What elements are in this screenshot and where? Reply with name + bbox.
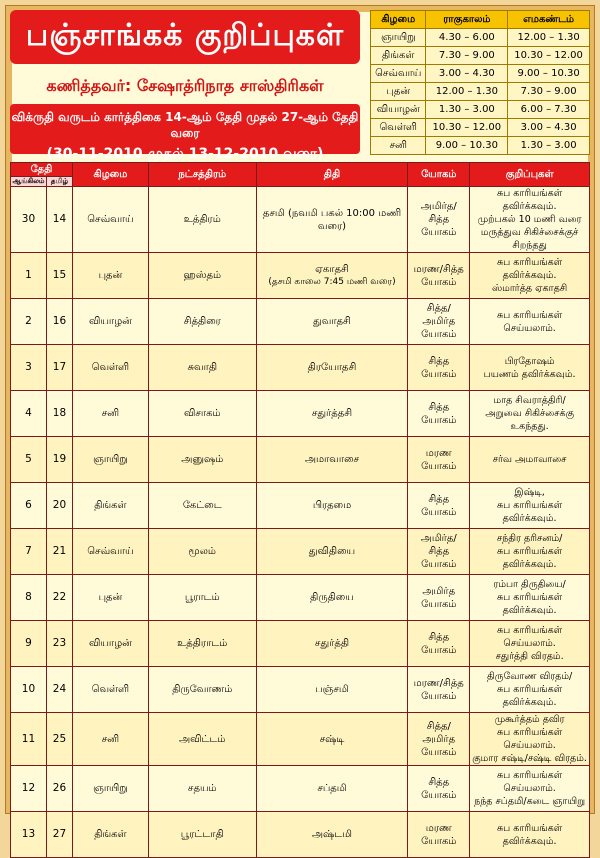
date-ta-cell-line: 22 [52,591,67,603]
rahu-day-cell: புதன் [371,83,426,101]
date-en-cell-line: 2 [25,315,32,327]
yogam-cell-line: யோகம் [421,746,457,758]
notes-cell-line: பயணம் தவிர்க்கவும். [483,368,576,380]
thithi-cell [256,812,408,858]
rahu-row [371,29,590,47]
rahu-day-cell: திங்கள் [371,47,426,65]
date-ta-cell [46,812,72,858]
rahu-day-cell: வியாழன் [371,101,426,119]
date-en-cell-line: 6 [25,499,32,511]
rahu-day-cell: வெள்ளி [371,119,426,137]
table-row [11,621,590,667]
date-en-cell-line: 13 [21,828,36,840]
yogam-cell-line: அமிர்த/சித்த [420,201,457,225]
day-cell [72,299,148,345]
date-ta-cell-line: 25 [52,732,67,745]
yogam-cell-line: யோகம் [421,598,457,610]
thithi-cell-line: துவாதசி [313,316,351,327]
day-cell-line: புதன் [98,592,123,603]
notes-cell-line: சந்திர தரிசனம்/ [496,533,563,544]
header-yogam: யோகம் [408,163,470,187]
star-cell-line: அனுஷம் [181,454,224,465]
yogam-cell-line: யோகம் [421,559,457,570]
rahu-time-cell: 12.00 – 1.30 [426,83,508,101]
day-cell-line: செவ்வாய் [87,214,134,225]
day-cell-line: வெள்ளி [91,684,130,695]
yogam-cell [408,391,470,437]
thithi-cell [256,437,408,483]
thithi-cell-line: சப்தமி [317,783,347,794]
day-cell [72,437,148,483]
star-cell [148,621,256,667]
notes-cell-line: முகூர்த்தம் தவிர [494,714,565,725]
star-cell-line: பூரட்டாதி [180,829,224,840]
yogam-cell-line: யோகம் [421,276,457,288]
notes-cell-line: சுப காரியங்கள் தவிர்க்கவும். [496,684,563,708]
yogam-cell-line: யோகம் [421,227,457,238]
ema-time-cell: 1.30 – 3.00 [508,137,590,155]
header-notes: குறிப்புகள் [470,163,590,187]
yogam-cell [408,345,470,391]
ema-time-cell: 12.00 – 1.30 [508,29,590,47]
star-cell [148,437,256,483]
yogam-cell [408,575,470,621]
table-row [11,437,590,483]
day-cell-line: திங்கள் [94,829,127,840]
notes-cell-line: சுப காரியங்கள் தவிர்க்கவும். [496,822,563,847]
yogam-cell [408,621,470,667]
star-cell [148,483,256,529]
day-cell-line: புதன் [98,270,123,281]
notes-cell [470,391,590,437]
date-ta-cell-line: 18 [52,407,67,419]
day-cell-line: வியாழன் [88,638,132,649]
day-cell-line: சனி [101,408,120,419]
date-ta-cell [46,253,72,299]
rahu-day-cell: செவ்வாய் [371,65,426,83]
yogam-cell-line: சித்த யோகம் [421,355,457,380]
thithi-cell-line: துவிதியை [308,546,356,557]
table-row [11,299,590,345]
notes-cell [470,437,590,483]
day-cell [72,187,148,253]
date-ta-cell [46,621,72,667]
period-line-1: விக்ருதி வருடம் கார்த்திகை 14-ஆம் தேதி முதல் 27-ஆம் தேதி வரை [11,110,359,140]
date-en-cell-line: 4 [25,407,32,419]
notes-cell-line: சர்வ அமாவாசை [492,454,567,465]
date-en-cell [11,812,47,858]
date-en-cell-line: 5 [25,453,32,465]
yogam-cell-line: சித்த/அமிர்த [422,303,456,327]
period-box [10,104,360,162]
yogam-cell-line: அமிர்த/சித்த [420,533,457,557]
date-en-cell-line: 8 [25,591,32,603]
rahu-row [371,47,590,65]
date-ta-cell-line: 23 [52,637,67,649]
table-row [11,345,590,391]
rahu-time-cell: 3.00 – 4.30 [426,65,508,83]
star-cell-line: பூராடம் [184,592,220,603]
star-cell [148,299,256,345]
yogam-cell-line: சித்த/அமிர்த [422,720,456,745]
yogam-cell [408,299,470,345]
star-cell [148,529,256,575]
thithi-cell [256,766,408,812]
notes-cell-line: சுப காரியங்கள் செய்யலாம். [496,309,563,334]
notes-cell [470,299,590,345]
thithi-cell-line: அஷ்டமி [311,829,353,840]
notes-cell [470,812,590,858]
rahu-row [371,65,590,83]
thithi-cell [256,299,408,345]
date-ta-cell [46,667,72,713]
day-cell [72,483,148,529]
date-ta-cell [46,437,72,483]
table-row [11,667,590,713]
header-thithi: திதி [256,163,408,187]
date-en-cell [11,713,47,766]
date-ta-cell [46,766,72,812]
rahu-header-ema: எமகண்டம் [508,11,590,29]
date-en-cell-line: 12 [21,782,36,794]
date-en-cell [11,345,47,391]
date-ta-cell-line: 14 [52,213,67,225]
notes-cell [470,621,590,667]
notes-cell-line: சுப காரியங்கள் செய்யலாம். [496,625,563,649]
rahu-header-rahu: ராகுகாலம் [426,11,508,29]
yogam-cell-line: சித்த யோகம் [421,401,457,426]
thithi-cell-line: அமாவாசை [304,454,360,465]
date-ta-cell-line: 17 [52,361,67,373]
yogam-cell-line: யோகம் [421,329,457,340]
day-cell [72,667,148,713]
yogam-cell [408,437,470,483]
rahu-time-cell: 7.30 – 9.00 [426,47,508,65]
notes-cell-line: நந்த சப்தமி/கடை ஞாயிறு [474,796,586,807]
title-text: பஞ்சாங்கக் குறிப்புகள் [25,17,345,53]
day-cell [72,621,148,667]
notes-cell-line: அறுவை சிகிச்சைக்கு உகந்தது. [485,408,574,432]
day-cell-line: ஞாயிறு [93,454,128,465]
star-cell [148,253,256,299]
date-en-cell [11,529,47,575]
day-cell [72,253,148,299]
date-ta-cell-line: 15 [52,269,67,281]
period-line-2: (30-11-2010 முதல் 13-12-2010 வரை) [46,146,324,162]
yogam-cell [408,766,470,812]
day-cell-line: திங்கள் [94,500,127,511]
day-cell [72,713,148,766]
star-cell-line: கேட்டை [182,500,222,511]
date-en-cell [11,299,47,345]
thithi-cell [256,529,408,575]
day-cell [72,812,148,858]
star-cell-line: மூலம் [188,546,216,557]
star-cell [148,667,256,713]
rahu-time-cell: 4.30 – 6.00 [426,29,508,47]
date-en-cell [11,253,47,299]
table-row [11,812,590,858]
yogam-cell-line: யோகம் [421,690,457,702]
header-star: நட்சத்திரம் [148,163,256,187]
rahu-time-cell: 9.00 – 10.30 [426,137,508,155]
yogam-cell-line: சித்த யோகம் [421,631,457,656]
day-cell [72,575,148,621]
star-cell-line: உத்திரம் [183,214,221,225]
thithi-cell [256,483,408,529]
date-en-cell-line: 7 [25,545,32,557]
notes-cell [470,483,590,529]
date-ta-cell [46,713,72,766]
day-cell [72,391,148,437]
yogam-cell [408,529,470,575]
date-ta-cell [46,529,72,575]
header-day: கிழமை [72,163,148,187]
date-en-cell-line: 30 [21,213,36,225]
rahu-day-cell: சனி [371,137,426,155]
star-cell-line: அவிட்டம் [179,733,226,745]
notes-cell-line: ஸ்மார்த்த ஏகாதசி [491,283,568,294]
yogam-cell [408,667,470,713]
header-date-ta: தமிழ் [46,177,72,187]
ema-time-cell: 6.00 – 7.30 [508,101,590,119]
day-cell-line: ஞாயிறு [93,783,128,794]
notes-cell [470,575,590,621]
thithi-cell-line: பஞ்சமி [315,684,349,695]
notes-cell [470,253,590,299]
star-cell-line: உத்திராடம் [177,638,228,649]
notes-cell-line: பிரதோஷம் [504,355,555,367]
table-row [11,529,590,575]
date-en-cell [11,437,47,483]
date-ta-cell-line: 26 [52,782,67,794]
date-ta-cell-line: 19 [52,453,67,465]
date-en-cell-line: 3 [25,361,32,373]
date-ta-cell-line: 27 [52,828,67,840]
thithi-cell-line: (தசமி காலை 7:45 மணி வரை) [268,276,396,287]
rahu-kalam-table [370,10,590,155]
thithi-cell-line: திருதியை [310,592,354,603]
panchangam-table-body [11,187,590,858]
notes-cell-line: முற்பகல் 10 மணி வரை [477,214,582,225]
header-date-en: ஆங்கிலம் [12,177,45,185]
thithi-cell [256,253,408,299]
notes-cell-line: இஷ்டி, [514,487,545,498]
notes-cell [470,529,590,575]
table-row [11,766,590,812]
date-ta-cell-line: 16 [52,315,67,327]
table-row [11,391,590,437]
yogam-cell [408,483,470,529]
day-cell-line: சனி [101,733,120,745]
table-row [11,713,590,766]
notes-cell-line: ரம்பா திருதியை/ [493,579,566,590]
notes-cell-line: சுப காரியங்கள் தவிர்க்கவும். [496,500,563,524]
ema-time-cell: 9.00 – 10.30 [508,65,590,83]
header-date: தேதி [11,163,73,177]
star-cell [148,391,256,437]
date-ta-cell [46,299,72,345]
thithi-cell [256,345,408,391]
notes-cell [470,345,590,391]
date-ta-cell [46,483,72,529]
rahu-day-cell: ஞாயிறு [371,29,426,47]
thithi-cell [256,621,408,667]
yogam-cell-line: சித்த யோகம் [421,493,457,518]
notes-cell-line: மாத சிவராத்திரி/ [493,395,566,406]
table-row [11,253,590,299]
table-row [11,187,590,253]
yogam-cell [408,713,470,766]
yogam-cell-line: அமிர்த [422,585,456,597]
date-en-cell-line: 9 [25,637,32,649]
yogam-cell-line: மரண யோகம் [421,822,457,847]
panchangam-table [10,162,590,858]
star-cell [148,575,256,621]
day-cell-line: வெள்ளி [91,362,130,373]
star-cell [148,812,256,858]
yogam-cell-line: மரண/சித்த [413,263,464,275]
notes-cell-line: சுப காரியங்கள் தவிர்க்கவும். [496,188,563,212]
day-cell [72,766,148,812]
star-cell-line: சதயம் [187,783,217,794]
thithi-cell-line: சஷ்டி [319,733,345,745]
day-cell [72,345,148,391]
table-row [11,575,590,621]
notes-cell [470,187,590,253]
rahu-time-cell: 10.30 – 12.00 [426,119,508,137]
date-en-cell [11,391,47,437]
date-ta-cell [46,345,72,391]
day-cell-line: செவ்வாய் [87,546,134,557]
notes-cell-line: குமார சஷ்டி/சஷ்டி விரதம். [472,753,587,764]
star-cell [148,345,256,391]
thithi-cell-line: ஏகாதசி [315,263,349,275]
star-cell-line: விசாகம் [183,408,221,419]
notes-cell [470,667,590,713]
yogam-cell-line: சித்த யோகம் [421,776,457,801]
rahu-row [371,101,590,119]
notes-cell-line: திருவோண விரதம்/ [486,671,573,682]
notes-cell [470,713,590,766]
rahu-row [371,137,590,155]
star-cell-line: திருவோணம் [172,684,233,695]
day-cell-line: வியாழன் [88,316,132,327]
thithi-cell [256,187,408,253]
date-en-cell [11,621,47,667]
notes-cell-line: சுப காரியங்கள் செய்யலாம். [496,727,563,751]
star-cell [148,766,256,812]
star-cell [148,187,256,253]
date-ta-cell [46,187,72,253]
rahu-time-cell: 1.30 – 3.00 [426,101,508,119]
author-line: கணித்தவர்: சேஷாத்ரிநாத சாஸ்திரிகள் [46,76,324,95]
notes-cell-line: மருத்துவ சிகிச்சைக்குச் சிறந்தது [480,227,579,251]
star-cell-line: சுவாதி [187,362,218,373]
yogam-cell [408,187,470,253]
thithi-cell [256,575,408,621]
thithi-cell [256,391,408,437]
notes-cell-line: சுப காரியங்கள் தவிர்க்கவும். [496,592,563,616]
notes-cell-line: சுப காரியங்கள் செய்யலாம். [496,770,563,794]
ema-time-cell: 3.00 – 4.30 [508,119,590,137]
date-en-cell [11,483,47,529]
thithi-cell-line: சதுர்த்தசி [311,408,353,419]
date-ta-cell-line: 20 [52,499,67,511]
day-cell [72,529,148,575]
notes-cell-line: சுப காரியங்கள் தவிர்க்கவும். [496,546,563,570]
table-row [11,483,590,529]
star-cell [148,713,256,766]
thithi-cell-line: திரயோதசி [307,362,357,373]
yogam-cell-line: மரண/சித்த [413,677,464,689]
date-en-cell-line: 10 [21,683,36,695]
date-en-cell [11,575,47,621]
notes-cell [470,766,590,812]
date-ta-cell [46,575,72,621]
notes-cell-line: சதுர்த்தி விரதம். [495,651,564,662]
star-cell-line: ஹஸ்தம் [183,270,222,281]
rahu-row [371,119,590,137]
yogam-cell-line: மரண யோகம் [421,447,457,472]
rahu-table-body [371,29,590,155]
thithi-cell [256,713,408,766]
date-ta-cell [46,391,72,437]
ema-time-cell: 10.30 – 12.00 [508,47,590,65]
star-cell-line: சித்திரை [183,316,221,327]
thithi-cell-line: தசமி (நவமி பகல் 10:00 மணி வரை) [262,207,402,232]
date-en-cell [11,766,47,812]
yogam-cell [408,253,470,299]
thithi-cell [256,667,408,713]
date-en-cell [11,187,47,253]
date-ta-cell-line: 24 [52,683,67,695]
notes-cell-line: சுப காரியங்கள் தவிர்க்கவும். [496,257,563,281]
date-en-cell-line: 11 [21,732,36,745]
thithi-cell-line: பிரதமை [312,500,352,511]
yogam-cell [408,812,470,858]
ema-time-cell: 7.30 – 9.00 [508,83,590,101]
thithi-cell-line: சதுர்த்தி [314,638,350,649]
page-title [10,10,360,64]
date-en-cell [11,667,47,713]
date-ta-cell-line: 21 [52,545,67,557]
rahu-header-day: கிழமை [371,11,426,29]
date-en-cell-line: 1 [25,269,32,281]
rahu-row [371,83,590,101]
